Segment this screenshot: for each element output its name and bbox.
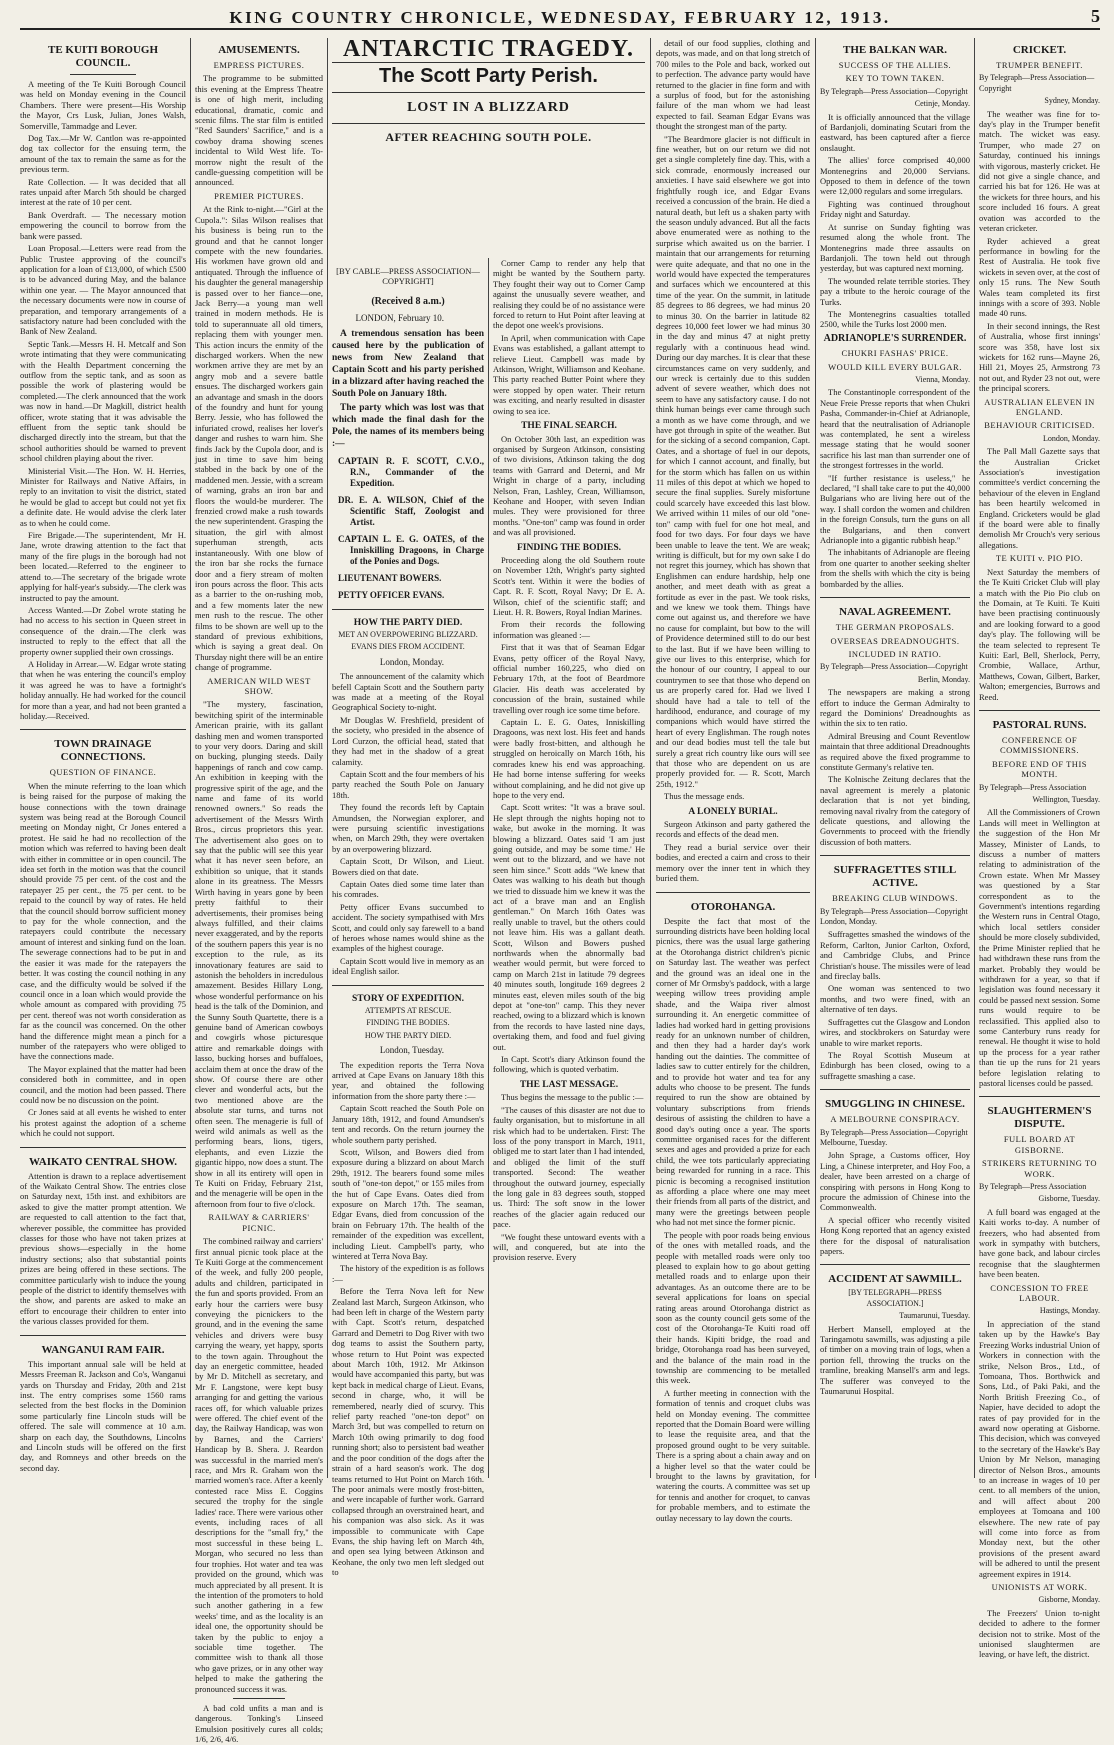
headline-ram-fair: WANGANUI RAM FAIR. <box>41 1343 165 1356</box>
dateline: Wellington, Tuesday. <box>1032 795 1100 804</box>
article-paragraph: Admiral Breusing and Count Reventlow maintain that three additional Dreadnoughts as required above the fixed programme to constitute Germany's relative ten. <box>820 730 970 772</box>
column-1 <box>20 38 186 1478</box>
newspaper-title: KING COUNTRY CHRONICLE, WEDNESDAY, FEBRUARY 12, 1913. <box>229 8 891 27</box>
article-paragraph: From their records the following information was gleaned :— <box>493 619 645 640</box>
column-rule <box>327 38 328 1478</box>
divider <box>332 123 645 124</box>
article-paragraph: The Montenegrins casualties totalled 2500, while the Turks lost 2000 men. <box>820 308 970 330</box>
headline-town-drainage: TOWN DRAINAGE CONNECTIONS. <box>54 738 152 764</box>
article-paragraph: In April, when communication with Cape Evans was established, a gallant attempt to relieve Lieut. Campbell was made by Atkinson, Wright, Williamson and Keohane. This party reached Butter Point where they were stopped by open water. Their return was exciting, and nearly resulted in disaster owing to sea ice. <box>493 332 645 416</box>
subheading: FINDING THE BODIES. <box>366 1018 450 1028</box>
article-paragraph: The Royal Scottish Museum at Edinburgh has been closed, owing to a suffragette smashing a case. <box>820 1049 970 1081</box>
divider <box>20 1147 186 1148</box>
subheading: TRUMPER BENEFIT. <box>996 60 1083 70</box>
article-paragraph: The Pall Mall Gazette says that the Australian Cricket Association's investigation committee's verdict concerning the behaviour of the eleven in England has been heartily welcomed in England. Cricketers would be glad if the board were able to finally demolish Mr Crouch's very serious allegations. <box>979 446 1100 550</box>
headline-lonely-burial: A LONELY BURIAL. <box>688 806 778 817</box>
headline-adrianople: ADRIANOPLE'S SURRENDER. <box>823 332 967 344</box>
article-paragraph: The Freezers' Union to-night decided to adhere to the former decision not to strike. Most of the unionised slaughtermen are leaving, or have left, the district. <box>979 1607 1100 1660</box>
subheading: BEHAVIOUR CRITICISED. <box>984 420 1095 431</box>
article-paragraph: The inhabitants of Adrianople are fleeing from one quarter to another seeking shelter from the shells with which the city is being bombarded by the allies. <box>820 547 970 589</box>
dateline: Gisborne, Monday. <box>1038 1595 1100 1605</box>
article-paragraph: A meeting of the Te Kuiti Borough Council was held on Monday evening in the Council Chambers. There were present—His Worship the Mayor, Crs Lusk, Julian, Jones Walsh, Somerville, Tammadge and Lever. <box>20 79 186 131</box>
column-3 <box>332 258 484 1578</box>
column-rule <box>650 38 651 1478</box>
divider <box>233 1698 284 1699</box>
page-number: 5 <box>1091 6 1100 26</box>
subheading: STRIKERS RETURNING TO WORK. <box>981 1158 1098 1179</box>
divider <box>820 597 970 598</box>
article-paragraph: A Holiday in Arrear.—W. Edgar wrote stating that when he was entering the council's employ it was agreed he was to have a fortnight's holiday annually. He had worked for the council for more than a year, and had not been granted a holiday.—Received. <box>20 658 186 721</box>
subheading: HOW THE PARTY DIED. <box>364 1030 452 1040</box>
article-paragraph: The allies' force comprised 40,000 Montenegrins and 20,000 Servians. Opposed to them in defence of the town were 12,000 regulars and some irregulars. <box>820 155 970 197</box>
headline-amusements: AMUSEMENTS. <box>218 44 300 56</box>
article-paragraph: Septic Tank.—Messrs H. H. Metcalf and Son wrote intimating that they were communicating with the Health Department concerning the outflow from the septic tank, and as soon as possible the work of plastering would be completed.—The clerk announced that the work was now in hand.—Dr Magkill, district health officer, wrote stating that it was advisable the effluent from the septic tank should be discharged directly into the stream, but that the school authorities should be warned to prevent school children playing about the river. <box>20 338 186 464</box>
article-paragraph: First that it was that of Seaman Edgar Evans, petty officer of the Royal Navy, official number 160,225, who died on February 17th, at the foot of Beardmore Glacier. His death was accelerated by concussion of the brain, sustained while travelling over rough ice some time before. <box>493 642 645 715</box>
subheading: INCLUDED IN RATIO. <box>848 648 942 659</box>
article-paragraph: Bank Overdraft. — The necessary motion empowering the council to borrow from the bank were passed. <box>20 209 186 241</box>
article-paragraph: The newspapers are making a strong effort to induce the German Admiralty to regard the Dominions' Dreadnoughts as within the six to ten ratio. <box>820 687 970 729</box>
subheading: UNIONISTS AT WORK. <box>991 1582 1088 1593</box>
article-paragraph: Proceeding along the old Southern route on November 12th, Wright's party sighted Scott's tent. Within it were the bodies of Capt. R. F. Scott, Royal Navy; Dr E. A. Wilson, chief of the scientific staff; and Lieut. H. R. Bowers, Royal Indian Marines. <box>493 554 645 617</box>
column-rule <box>974 38 975 1478</box>
article-paragraph: Ryder achieved a great performance in bowling for the Rest of Australia. He took five wickets in seven over, at the cost of only 15 runs. The New South Wales team completed its first innings with a score of 393. Noble made 40 runs. <box>979 235 1100 319</box>
article-paragraph: Corner Camp to render any help that might be wanted by the Southern party. They fought their way out to Corner Camp against the unusually severe weather, and realising they could be of no assistance were forced to return to Hut Point after leaving at the depot one week's provisions. <box>493 258 645 331</box>
column-7 <box>979 38 1100 1660</box>
member-oates: CAPTAIN L. E. G. OATES, of the Inniskilling Dragoons, in Charge of the Ponies and Dogs. <box>338 533 484 566</box>
subheading: PREMIER PICTURES. <box>214 190 304 201</box>
subheading: EMPRESS PICTURES. <box>213 60 305 70</box>
divider <box>70 74 136 75</box>
headline-slaughtermen: SLAUGHTERMEN'S DISPUTE. <box>987 1105 1092 1131</box>
article-paragraph: The expedition reports the Terra Nova arrived at Cape Evans on January 18th this year, and obtained the following information from the shore party there :— <box>332 1059 484 1101</box>
subheading: AMERICAN WILD WEST SHOW. <box>207 675 311 696</box>
dateline: By Telegraph—Press Association—Copyright Melbourne, Tuesday. <box>820 1127 968 1147</box>
headline-otorohanga: OTOROHANGA. <box>690 900 776 913</box>
member-bowers: LIEUTENANT BOWERS. <box>338 572 442 583</box>
article-paragraph: "The causes of this disaster are not due to faulty organisation, but to misfortune in all risk which had to be undertaken. First: The loss of the pony transport in March, 1911, obliged me to start later than I had intended, and obliged the limit of the stuff transported. Second: The weather throughout the outward journey, especially the long gale in 83 degrees south, stopped us. Third: The soft snow in the lower reaches of the glacier again reduced our pace. <box>493 1104 645 1230</box>
subheading: TE KUITI v. PIO PIO. <box>995 553 1084 564</box>
article-paragraph: Thus begins the message to the public :— <box>501 1092 644 1103</box>
subheading: THE GERMAN PROPOSALS. <box>835 622 955 633</box>
lead-paragraph: A tremendous sensation has been caused here by the publication of news from New Zealand that Captain Scott and his party perished in a blizzard after having reached the South Pole on January 18th. <box>332 328 484 399</box>
article-paragraph: Surgeon Atkinson and party gathered the records and effects of the dead men. <box>656 819 810 840</box>
article-paragraph: The history of the expedition is as follows :— <box>332 1263 484 1284</box>
article-paragraph: The people with poor roads being envious of the ones with metalled roads, and the people with metalled roads were only too pleased to explain how to go about getting metalled roads and to enlarge upon their advantages. As an outcome there are to be several applications for loans on special rating areas around Otorohanga district as soon as the county council gets some of the cost of the Otorohanga-Te Kuiti road off their hands. Kipiti bridge, the road and bridge, Otorohanga road has been surveyed, and the balance of the main road in the township are commencing to be metalled this week. <box>656 1229 810 1386</box>
dateline: By Telegraph—Press Association—Copyright <box>979 73 1095 93</box>
dateline: Vienna, Monday. <box>915 374 970 384</box>
subheading: KEY TO TOWN TAKEN. <box>845 73 945 84</box>
article-paragraph: Fire Brigade.—The superintendent, Mr H. Jane, wrote drawing attention to the fact that many of the fire plugs in the borough had not been located.—Referred to the engineer to attend to.—The secretary of the brigade wrote applying for half-year's subsidy.—The clerk was instructed to pay the amount. <box>20 530 186 603</box>
masthead <box>20 6 1100 30</box>
column-5 <box>656 38 810 1523</box>
headline-final-search: THE FINAL SEARCH. <box>521 421 617 432</box>
article-paragraph: On October 30th last, an expedition was organised by Surgeon Atkinson, consisting of two divisions, Atkinson taking the dog teams with Garrard and Deterni, and Mr Wright in charge of a party, including Nelson, Fran, Lashley, Crean, Williamson, Keohane and Hooper, with seven Indian mules. They were provisioned for three months. "One-ton" camp was found in order and was all provisioned. <box>493 433 645 538</box>
article-paragraph: Ministerial Visit.—The Hon. W. H. Herries, Minister for Railways and Native Affairs, in reply to an invitation to visit the district, stated he would be glad to accept but could not yet fix a definite date. He would advise the clerk later as to when he could come. <box>20 465 186 528</box>
divider <box>979 1096 1100 1097</box>
subheading: BEFORE END OF THIS MONTH. <box>991 758 1088 780</box>
article-paragraph: A further meeting in connection with the formation of tennis and croquet clubs was held on Monday evening. The committee reported that the Domain Board were willing to lease the requisite area, and that the proposed ground ought to be very suitable. There is a spring about a chain away and on a higher level so that the water could be brought to the lawns by gravitation, for watering the courts. A committee was set up for tennis and another for croquet, to canvas for probable members, and to estimate the outlay necessary to lay down the courts. <box>656 1387 810 1523</box>
deck-after: AFTER REACHING SOUTH POLE. <box>385 130 592 145</box>
article-paragraph: Captain Oates died some time later than his comrades. <box>332 878 484 900</box>
member-evans: PETTY OFFICER EVANS. <box>338 589 445 600</box>
article-paragraph: Scott, Wilson, and Bowers died from exposure during a blizzard on about March 29th, 1912. The bearers found some miles south of "one-ton depot," or 155 miles from the hut of Cape Evans. Oates died from exposure on March 17th. The seaman, Edgar Evans, died from concussion of the brain on February 17th. The health of the remainder of the expedition was excellent, including Lieut. Campbell's party, who wintered at Terra Nova Bay. <box>332 1146 484 1261</box>
article-paragraph: Loan Proposal.—Letters were read from the Public Trustee approving of the council's application for a loan of £13,000, of which £500 is to be advanced during May, and the balance within one year. — The Mayor announced that the necessary documents were now in course of preparation, and temporary arrangements of a satisfactory nature had been concluded with the Bank of New Zealand. <box>20 243 186 337</box>
article-paragraph: In Capt. Scott's diary Atkinson found the following, which is quoted verbatim. <box>493 1054 645 1075</box>
divider <box>20 1335 186 1336</box>
article-paragraph: Capt. Scott writes: "It was a brave soul. He slept through the nights hoping not to wake, but awoke in the morning. It was blowing a blizzard. Oates said 'I am just going outside, and may be some time.' He went out to the blizzard, and we have not seen him since." Scott adds "We knew that Oates was walking to his death but though we tried to dissuade him we knew it was the act of a brave man and an English gentleman." On March 16th Oates was really unable to travel, but the others could not leave him. His was a gallant death. Scott, Wilson and Bowers pushed northwards when the abnormally bad weather would permit, but were forced to camp on March 21st in latitude 79 degrees 40 minutes south, longitude 169 degrees 2 minutes east, eleven miles south of the big depot at "one-ton" camp. This they never reached, owing to a blizzard which is known from the records to have lasted nine days, overtaking them, and food and fuel giving out. <box>493 802 646 1052</box>
dateline: Gisborne, Tuesday. <box>1038 1194 1100 1204</box>
article-paragraph: The Mayor explained that the matter had been considered both in committee, and in open council, and the motion had been passed. There could now be no discussion on the point. <box>20 1063 186 1105</box>
advertisement: A bad cold unfits a man and is dangerous. Tonking's Linseed Emulsion positively cures all colds; 1/6, 2/6, 4/6. <box>195 1702 323 1745</box>
article-paragraph: One woman was sentenced to two months, and two were fined, with an alternative of ten days. <box>820 983 970 1015</box>
dateline: [BY TELEGRAPH—PRESS ASSOCIATION.] <box>848 1288 942 1308</box>
divider <box>820 855 970 856</box>
article-paragraph: It is officially announced that the village of Bardanjoli, dominating Scutari from the eastward, has been captured after a fierce onslaught. <box>820 111 970 153</box>
headline-suffragettes: SUFFRAGETTES STILL ACTIVE. <box>833 864 957 890</box>
article-paragraph: Captain L. E. G. Oates, Inniskilling Dragoons, was next lost. His feet and hands were badly frost-bitten, and although he struggled on heroically on March 16th, his comrades knew his end was approaching. He had borne intense suffering for weeks without complaining, and he did not give up hope to the very end. <box>493 717 645 800</box>
article-paragraph: At the Rink to-night.—"Girl at the Cupola.": Silas Wilson realises that his business is being run to the ground and that he cannot longer compete with the new foundaries. His workmen have grown old and antiquated. Through the influence of his daughter the general managership is passed over to her fiance—one, Jack Berry—a young man well trained in modern methods. He is told to superannuate all old timers, replacing them with younger men. This action incurs the enmity of the discharged workers. When the new workmen arrive they are met by an angry mob and a severe battle ensues. The discharged workers gain an advantage and smash in the doors of the foundry and hunt for young Berry. Jessie, who has followed the infuriated crowd, realises her lover's danger and rushes to warn him. She finds Jack by the Cupola door, and is just in time to save him being stabbed in the back by one of the maddened men. Jessie, with a scream of warning, grabs an iron bar and floors the would-be murderer. The frenzied crowd make a rush towards the new superintendent. Grasping the situation, the girl with almost superhuman strength, acts instantaneously. With one blow of the iron bar she rocks the furnace door and a fiery stream of molten iron pours across the floor. This acts as a barrier to the on-rushing mob, and a few moments later the new men rush to the rescue. The other films to be shown are well up to the standard of previous exhibitions, which is saying a great deal. On Thursday night there will be an entire change of programme. <box>195 204 323 673</box>
headline-smuggling: SMUGGLING IN CHINESE. <box>825 1098 965 1111</box>
article-paragraph: They found the records left by Captain Amundsen, the Norwegian explorer, and were pursuing scientific investigations when, on March 29th, they were overtaken by an overpowering blizzard. <box>332 802 484 854</box>
column-rule <box>815 38 816 1478</box>
column-6 <box>820 38 970 1478</box>
article-paragraph: Petty officer Evans succumbed to accident. The society sympathised with Mrs Scott, and could only say farewell to a band of heroes whose names would shine as the examples of the highest courage. <box>332 901 484 954</box>
article-paragraph: A full board was engaged at the Kaiti works to-day. A number of freezers, who had absented from work in sympathy with butchers, have gone back, and labour circles recognise that the slaughtermen have been beaten. <box>979 1206 1100 1280</box>
column-4 <box>493 258 645 1478</box>
article-paragraph: The weather was fine for to-day's play in the Trumper benefit match. The wicket was easy. Trumper, who made 27 on Saturday, continued his innings with vigorous, masterly cricket. He did not give a single chance, and carried his bat for 126. He was at the wickets for three hours, and his score included 16 fours. A great ovation was accorded to the veteran cricketer. <box>979 108 1100 234</box>
dateline: London, Monday. <box>379 656 444 667</box>
article-paragraph: They read a burial service over their bodies, and erected a cairn and cross to their memory over the inner tent in which they buried them. <box>656 841 810 884</box>
article-paragraph: Fighting was continued throughout Friday night and Saturday. <box>820 198 970 220</box>
divider <box>820 1264 970 1265</box>
subheading: SUCCESS OF THE ALLIES. <box>838 60 952 70</box>
subheading: QUESTION OF FINANCE. <box>49 767 157 778</box>
cable-credit: [BY CABLE—PRESS ASSOCIATION—COPYRIGHT] <box>336 266 480 287</box>
article-paragraph: Access Wanted.—Dr Zobel wrote stating he had no access to his section in Queen street in consequence of the drain.—The clerk was instructed to reply to the effect that all the property owner supplied their own crossings. <box>20 604 186 657</box>
article-paragraph: In their second innings, the Rest of Australia, whose first innings' score was 358, have lost six wickets for 162 runs—Mayne 26, Hill 21, Moyes 25, Armstrong 73 not out, and Ryder 23 not out, were the principal scorers. <box>979 320 1100 394</box>
article-paragraph: Rate Collection. — It was decided that all rates unpaid after March 5th should be charged interest at the rate of 10 per cent. <box>20 176 186 208</box>
article-paragraph: The Constantinople correspondent of the Neue Freie Presse reports that when Chukri Pasha, Commander-in-Chief at Adrianople, heard that the neutralisation of Adrianople was contemplated, he sent a wireless message stating that he would sooner sacrifice his last man than surrender one of the strongest fortresses in the world. <box>820 387 970 471</box>
divider <box>656 892 810 893</box>
article-paragraph: The Kolnische Zeitung declares that the naval agreement is merely a platonic declaration that is not yet binding, removing naval rivalry from the category of delicate questions, and allowing the Governments to proceed with the friendly discussion of both matters. <box>820 774 970 847</box>
dateline: By Telegraph—Press Association <box>979 1182 1087 1191</box>
article-paragraph: Captain Scott and the four members of his party reached the South Pole on January 18th. <box>332 768 484 800</box>
article-paragraph: "We fought these untoward events with a will, and conquered, but ate into the provision reserve. Every <box>493 1231 645 1263</box>
article-paragraph: "The mystery, fascination, bewitching spirit of the interminable American prairie, with its gallant dashing men and women transported to your very doors. Daring and skill on bucking, plunging steeds. Daily happenings of ranch and cow camp. An exhibition in keeping with the progressive spirit of the age, and the name and fame of its world renowned owners." So reads the advertisement of the Messrs Wirth Bros., circus proprietors this year. The advertisement also goes on to say that the public will see this year what it has never seen before, an exhibition so unique, that it stands alone in its greatness. The Messrs Wirth having in years gone by been pretty faithful to their advertisements, their promises being always fulfilled, and their claims never exaggerated, and by the reports of the southern papers this year is no exception to the rule, as its innovationary features are said to astonish the beholders in incredulous amazement. Besides Hillary Long, whose wonderful performance on his head is the talk of the Dominion, and the Sunny South Quartette, there is a genuine band of American cowboys and cowgirls whose picturesque attire and remarkable doings with lasso, bucking horses and buffaloes, acclaim them at once the draw of the show. Of course there are other clever and wonderful acts, but the two mentioned above are the absolute star turns, and turns not often seen. The menagerie is full of weird wild animals as well as the performing bears, lions, tigers, elephants, and even Lizzie the gigantic hippo, now does a stunt. The show in all its entirety will open in Te Kuiti on Friday, February 21st, and the menagerie will be open in the afternoon from four to five o'clock. <box>195 699 323 1209</box>
article-paragraph: Before the Terra Nova left for New Zealand last March, Surgeon Atkinson, who had been left in charge of the Western party with Capt. Scott's return, despatched Garrard and Demetri to Dog River with two dog teams to assist the Southern party, whose return to Hut Point was expected about March 10th, 1912. Mr Atkinson would have accompanied this party, but was kept back in medical charge of Lieut. Evans, second in charge, who, it will be remembered, nearly died of scurvy. This relief party reached "one-ton depot" on March 3rd, but was compelled to return on March 10th owing primarily to dog food running short; also to persistent bad weather and the poor condition of the dogs after the strain of a hard season's work. The dog teams returned to Hut Point on March 16th. The poor animals were mostly frost-bitten, and were incapable of further work. Garrard collapsed through an overstrained heart, and his companion was also sick. As it was impossible to communicate with Cape Evans, the ship having left on March 4th, and open sea lying between Atkinson and Keohane, the only two men left sledged out to <box>332 1286 484 1578</box>
dateline: Berlin, Monday. <box>917 674 970 684</box>
subheading: MET AN OVERPOWERING BLIZZARD. <box>338 630 478 640</box>
article-paragraph: Cr Jones said at all events he wished to enter his protest against the adoption of a scheme which he could not support. <box>20 1107 186 1139</box>
subheading: AUSTRALIAN ELEVEN IN ENGLAND. <box>984 396 1095 417</box>
article-paragraph: Captain Scott would live in memory as an ideal English sailor. <box>332 955 484 977</box>
article-paragraph: The combined railway and carriers' first annual picnic took place at the Te Kuiti Gorge at the commencement of the week, and fully 200 people, adults and children, participated in the fun and sports provided. From an early hour the carriers were busy conveying the picnickers to the ground, and in the evening the same vehicles and drivers were busy carrying the weary, yet happy, sports to the town again. Throughout the day an energetic committee, headed by Mr D. Mitchell as secretary, and Mr F. Langstone, were kept busy arranging for and getting the various races off, for which valuable prizes were offered. The chief event of the day, the Railway Handicap, was won by Barnes, and the Carriers' Handicap by B. Shera. J. Reardon was successful in the married men's race, and Mrs R. Graham won the married women's race. After a keenly contested race Miss E. Coggins secured the trophy for the single ladies' race. There were various other events, including races of all descriptions for the "small fry," the most successful in these being L. Morgan, who secured no less than four trophies. Hot water and tea was provided on the ground, which was much appreciated by all present. It is the intention of the promoters to hold such another gathering in a few weeks' time, and as the locality is an ideal one, the opportunity should be taken by the public to enjoy a sociable time together. The committee wish to thank all those who gave prizes, or in any other way helped to make the gathering the pronounced success it was. <box>195 1236 324 1694</box>
dateline: Taumarunui, Tuesday. <box>899 1311 970 1321</box>
main-subheadline: The Scott Party Perish. <box>379 65 598 88</box>
article-paragraph: This important annual sale will be held at Messrs Freeman R. Jackson and Co's, Wanganui yards on Thursday and Friday, 20th and 21st inst. The entry comprises some 1560 rams selected from the best flocks in the Dominion some particularly fine Lincoln studs will be offered. The sale will commence at 10 a.m. sharp on each day, the Southdowns, Lincolns and Lincoln studs will be offered on the first day, and Romneys and other breeds on the second day. <box>20 1358 186 1473</box>
subheading: RAILWAY & CARRIERS' PICNIC. <box>208 1212 310 1233</box>
divider <box>20 729 186 730</box>
divider <box>332 609 484 610</box>
article-paragraph: Captain Scott, Dr Wilson, and Lieut. Bowers died on that date. <box>332 856 484 877</box>
article-paragraph: Next Saturday the members of the Te Kuiti Cricket Club will play a match with the Pio Pio club on the Domain, at Te Kuiti. Te Kuiti have been practising continuously and are looking forward to a good day's play. The following will be the team selected to represent Te Kuiti: Earl, Bell, Sherlock, Perry, Crombie, Wallace, Arthur, Matthews, Cowan, Gilbert, Barker, Walton; emergencies, Burrows and Reed. <box>979 566 1100 702</box>
article-paragraph: The programme to be submitted this evening at the Empress Theatre is one of high merit, including educational, dramatic, comic and scenic films. The star film is entitled "Red Saunders' Sacrifice," and is a cowboy drama showing scenes incidental to Wild West life. To-morrow night the result of the candle-guessing competition will be announced. <box>195 73 323 188</box>
member-wilson: DR. E. A. WILSON, Chief of the Scientific Staff, Zoologist and Artist. <box>338 494 484 527</box>
main-story <box>332 38 645 258</box>
subheading: CONCESSION TO FREE LABOUR. <box>990 1282 1089 1304</box>
dateline: LONDON, February 10. <box>355 313 444 324</box>
headline-finding-bodies: FINDING THE BODIES. <box>516 542 622 553</box>
headline-naval-agreement: NAVAL AGREEMENT. <box>839 606 951 619</box>
divider <box>332 62 645 63</box>
headline-cricket: CRICKET. <box>1012 44 1067 56</box>
article-paragraph: Suffragettes cut the Glasgow and London wires, and stockbrokers on Saturday were unable to wire market reports. <box>820 1016 970 1048</box>
dateline: Hastings, Monday. <box>1039 1306 1100 1316</box>
article-paragraph: The wounded relate terrible stories. They pay a tribute to the heroic courage of the Turks. <box>820 275 970 307</box>
member-scott: CAPTAIN R. F. SCOTT, C.V.O., R.N., Commander of the Expedition. <box>338 455 484 488</box>
subheading: ATTEMPTS AT RESCUE. <box>364 1006 452 1016</box>
subheading: OVERSEAS DREADNOUGHTS. <box>830 635 960 646</box>
subheading: CONFERENCE OF COMMISSIONERS. <box>999 734 1080 756</box>
headline-story: STORY OF EXPEDITION. <box>351 993 464 1004</box>
article-paragraph: Despite the fact that most of the surrounding districts have been holding local picnics, there was the usual large gathering at the Otorohanga district children's picnic on Saturday last. The weather was perfect and the ground was an ideal one in the corner of Mr Ormsby's paddock, with a large weeping willow trees providing ample shade, and the Waipa river almost surrounding it. An energetic committee of ladies had worked hard in getting provisions ready for an unknown number of children, and then they had a harder day's work handing out the dainties. The committee of ladies saw to cutter entirely for the children, and to provide hot water and tea for any adults who choose to be present. The funds required to run the show are obtained by voluntary subscriptions from friends desirous of assisting the children to have a good day's outing once a year. The sports committee organised races for the different sexes and ages and provided a prize for each child, the wee tots particularly appreciating being rewarded for running in a race. This picnic is becoming a recognised institution as affording a place where one may meet their friends from all parts of the district, and many were the greetings between people who had not met since the former picnic. <box>656 915 810 1228</box>
article-paragraph: Herbert Mansell, employed at the Taringamotu sawmills, was adjusting a pile of timber on a moving train of logs, when a portion fell, throwing the trucks on the tramline, breaking Mansell's arm and legs. The sufferer was conveyed to the Taumarunui Hospital. <box>820 1323 970 1397</box>
divider <box>332 92 645 93</box>
article-paragraph: The announcement of the calamity which befell Captain Scott and the Southern party was made at a meeting of the Royal Geographical Society to-night. <box>332 671 484 713</box>
article-paragraph: At sunrise on Sunday fighting was resumed along the whole front. The Montenegrins made three assaults on Bardanjoli. The town held out through yesterday, but was captured next morning. <box>820 221 970 274</box>
headline-borough-council: TE KUITI BOROUGH COUNCIL. <box>47 44 159 69</box>
subheading: WOULD KILL EVERY BULGAR. <box>828 361 962 372</box>
deck-lost: LOST IN A BLIZZARD <box>407 99 570 115</box>
article-paragraph: When the minute referring to the loan which is being raised for the purpose of making the house connections with the town drainage system was being read at the Borough Council meeting on Monday night, Cr Jones entered a protest. He said he had no recollection of the motion which was referred to having been dealt with either in committee or in open council. The idea set forth in the motion was that the council should provide 75 per cent. of the cost and the ratepayer 25 per cent., the 75 per cent. to be repaid to the council by way of rates. He held that the council should borrow sufficient money to pay for the whole connection, and the ratepayers could contribute the necessary amount of interest and sinking fund on the loan. The sewerage connections had to be put in and the easier it was made for the ratepayers the better. It was costing the council nothing in any case, and the difficulty would be solved if the council once in a loan which would provide the whole amount as compared with providing 75 per cent. thereof was not worth consideration as far as the council was concerned. On the other hand the difference might mean a pinch for a number of the ratepayers who were obliged to have the connections made. <box>20 780 186 1062</box>
article-paragraph: Thus the message ends. <box>664 791 745 802</box>
article-paragraph: A special officer who recently visited Hong Kong reported that an agency existed there for the disposal of naturalisation papers. <box>820 1214 970 1256</box>
dateline: By Telegraph—Press Association—Copyright <box>820 662 968 672</box>
article-paragraph: All the Commissioners of Crown Lands will meet in Wellington at the suggestion of the Hon Mr Massey, Minister of Lands, to discuss a number of matters relating to administration of the Crown estate. When Mr Massey was questioned by a Star correspondent as to the Government's intentions regarding the Western runs in Central Otago, which local settlers consider should be more closely subdivided, the Prime Minister replied that he had withdrawn these runs from the market. Probably they would be withdrawn for a year, so that if legislation was found necessary it could be passed next session. Some runs would require to be reclassified. This applied also to some Canterbury runs ready for renewal. He thought it wise to hold up the process for a year rather than tie up the runs for 21 years before legislation relating to pastoral licenses could be passed. <box>979 807 1100 1088</box>
lead-paragraph: The party which was lost was that which made the final dash for the Pole, the names of its members being :— <box>332 402 484 449</box>
article-paragraph: In appreciation of the stand taken up by the Hawke's Bay Freezing Works industrial Union of Workers in connection with the strike, Nelson Bros., Ltd., of Tomoana, Thos. Borthwick and Sons, Ltd., of Paki Paki, and the North British Freezing Co., of Napier, have decided to adopt the rates of pay provided for in the award now operating at Gisborne. This decision, which was conveyed to the secretary of the Hawke's Bay Union by Mr Nelson, managing director of Nelson Bros., amounts to an increase in wages of 10 per cent. to all members of the union, and will affect about 200 employees at Tomoana and 100 elsewhere. The new rate of pay will come into force as from Monday next, but the other provisions of the present award will be adhered to until the present agreement expires in 1914. <box>979 1318 1100 1579</box>
subheading: A MELBOURNE CONSPIRACY. <box>830 1114 960 1125</box>
headline-how-died: HOW THE PARTY DIED. <box>353 617 463 628</box>
subheading: FULL BOARD AT GISBORNE. <box>1003 1134 1076 1155</box>
headline-pastoral-runs: PASTORAL RUNS. <box>992 718 1087 731</box>
dateline: Sydney, Monday. <box>1044 96 1100 106</box>
article-paragraph: "If further resistance is useless," he declared, "I shall take care to put the 40,000 Bulgarians who are living here out of the way. I shall cordon the women and children in the foreign Consuls, turn the guns on all the Bulgarians, and then convert Adrianople into a gigantic rubbish heap." <box>820 472 970 546</box>
subheading: BREAKING CLUB WINDOWS. <box>832 893 958 904</box>
headline-balkan-war: THE BALKAN WAR. <box>842 44 947 56</box>
main-headline: ANTARCTIC TRAGEDY. <box>343 36 634 62</box>
headline-last-message: THE LAST MESSAGE. <box>519 1079 619 1090</box>
dateline: By Telegraph—Press Association—Copyright <box>820 86 968 96</box>
dateline: By Telegraph—Press Association <box>979 782 1087 792</box>
article-paragraph: John Sprage, a Customs officer, Hoy Ling, a Chinese interpreter, and Hoy Foo, a dealer, have been arrested on a charge of conspiring with persons in Hong Kong to procure the admission of Chinese into the Commonwealth. <box>820 1150 970 1213</box>
article-paragraph: detail of our food supplies, clothing and depots, was made, and on that long stretch of 700 miles to the Pole and back, worked out to perfection. The advance party would have returned to the glacier in fine form and with a surplus of food, but for the astonishing failure of the man whom we had least expected to fail. Seaman Edgar Evans was thought the strongest man of the party. <box>656 38 810 132</box>
article-paragraph: Dog Tax.—Mr W. Cantlon was re-appointed dog tax collector for the ensuing term, the amount of the tax to remain the same as for the previous term. <box>20 133 186 175</box>
article-paragraph: Attention is drawn to a replace advertisement of the Waikato Central Show. The entries close on Saturday next, 15th inst. and exhibitors are asked to give the matter prompt attention. We are requested to call attention to the fact that, wherever possible, the committee has provided classes for those who have not taken prizes at previous shows—especially in the home industry sections; also that substantial points prizes are being offered in these sections. The committee particularly wish to induce the young people of the district to identify themselves with the show, and parents are asked to make an effort to encourage their children to enter into the various classes provided for them. <box>20 1170 186 1327</box>
received-time: (Received 8 a.m.) <box>371 295 445 307</box>
article-paragraph: "The Beardmore glacier is not difficult in fine weather, but on our return we did not get a single completely fine day. This, with a sick comrade, enormously increased our anxieties. I have said elsewhere we got into frightfully rough ice, and Edgar Evans received a concussion of the brain. He died a natural death, but left us a shaken party with the season unduly advanced. But all the facts above enumerated were as nothing to the surprise which awaited us on the barrier. I maintain that our arrangements for returning were quite adequate, and that no one in the world would have expected the temperatures and surfaces which we encountered at this time of the year. On the summit, in latitude 85 degrees to 86 degrees, we had minus 20 to minus 30. On the barrier in latitude 82 degrees 10,000 feet lower we had minus 30 in the day and minus 47 at night pretty regularly with a continuous head wind. During our day marches. It is clear that these circumstances came on very suddenly, and our wreck is certainly due to this sudden advent of severe weather, which does not seem to have any satisfactory cause. I do not think human beings ever came through such a month as we have come through, and we have got through in spite of the weather. But for the sicking of a second companion, Capt. Oates, and a shortage of fuel in our depots, for which I cannot account, and finally, but for the storm which has fallen on us within 11 miles of this depot at which we hoped to secure the final supplies. Surely misfortune could scarcely have exceeded this last blow. We arrived within 11 miles of our old "one-ton" camp with fuel for one hot meal, and food for two days. For four days we have been unable to leave the tent. We are weak; writing is difficult, but for my own sake I do not regret this journey, which has shown that Englishmen can endure hardship, help one another, and meet death with as great a fortitude as ever in the past. We took risks, and we knew we took them. Things have come out against us, and therefore we have no cause for complaint, but bow to the will of Providence determined still to do our best to the last. But if we have been willing to give our lives to this enterprise, which for the honour of our country, I appeal to our countrymen to see that those who depend on us are properly cared for. Had we lived I should have had a tale to tell of the hardihood, endurance, and courage of my companions which would have stirred the heart of every Englishman. The rough notes and our dead bodies must tell the tale but surely a great rich country like ours will see that those who are dependent on us are properly provided for. — R. Scott, March 25th, 1912." <box>656 133 810 789</box>
headline-sawmill: ACCIDENT AT SAWMILL. <box>828 1273 962 1286</box>
divider <box>820 1089 970 1090</box>
headline-waikato-show: WAIKATO CENTRAL SHOW. <box>28 1155 178 1168</box>
column-2 <box>195 38 324 1745</box>
divider <box>979 710 1100 711</box>
article-paragraph: Captain Scott reached the South Pole on January 18th, 1912, and found Amundsen's tent and records. On the return journey the whole southern party perished. <box>332 1103 484 1145</box>
dateline: London, Tuesday. <box>379 1045 444 1056</box>
article-paragraph: Mr Douglas W. Freshfield, president of the society, who presided in the absence of Lord Curzon, the official head, stated that they had met in the shadow of a great calamity. <box>332 714 484 767</box>
subheading: CHUKRI FASHAS' PRICE. <box>841 348 949 359</box>
column-rule <box>488 258 489 1478</box>
divider <box>332 985 484 986</box>
dateline: London, Monday. <box>1042 433 1100 443</box>
column-rule <box>190 38 191 1478</box>
dateline: By Telegraph—Press Association—Copyright London, Monday. <box>820 906 968 927</box>
article-paragraph: Suffragettes smashed the windows of the Reform, Carlton, Junior Carlton, Oxford, and Cambridge Clubs, and Prince Christian's house. The missiles were of lead and fireclay balls. <box>820 929 970 982</box>
subheading: EVANS DIES FROM ACCIDENT. <box>351 642 465 652</box>
dateline: Cetinje, Monday. <box>914 99 970 109</box>
